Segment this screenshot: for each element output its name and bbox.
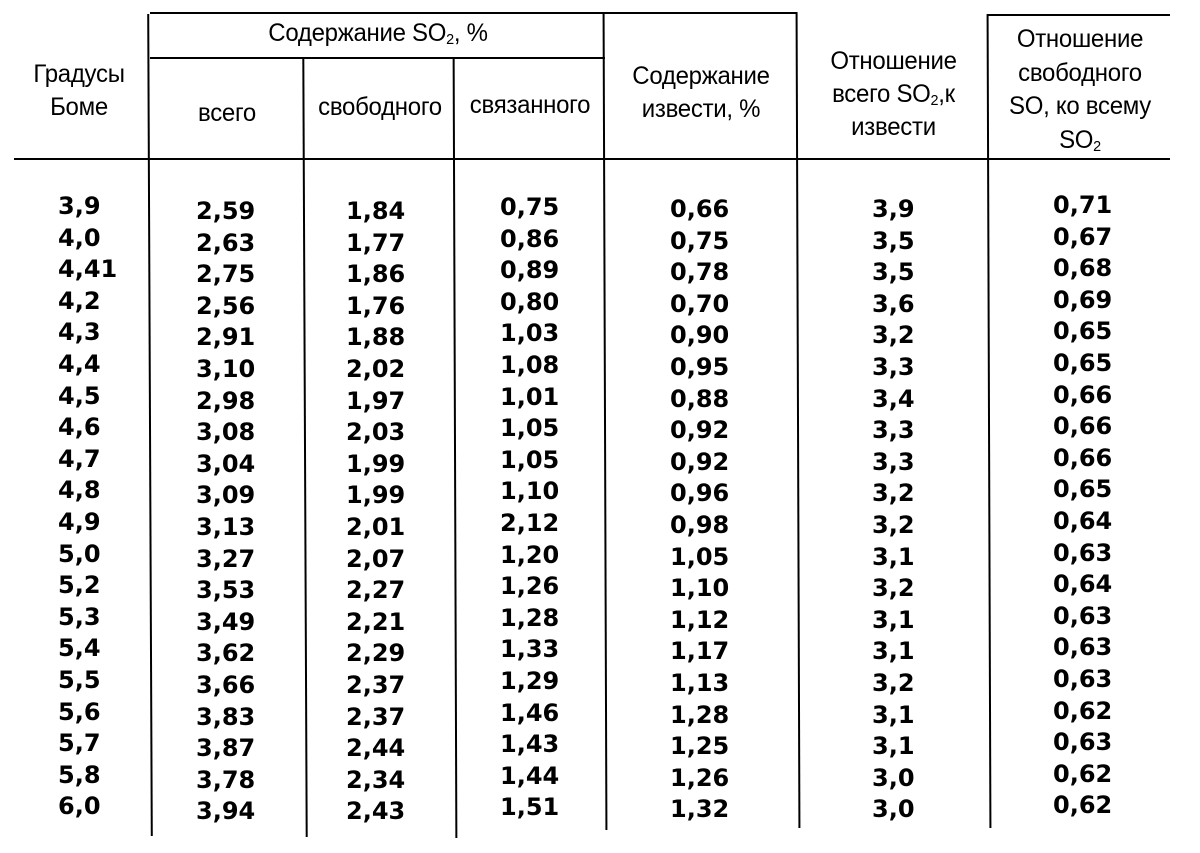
cell-bound: 1,01 <box>500 382 560 411</box>
header-ratio-free-line2: свободного <box>1018 58 1142 87</box>
cell-total: 3,09 <box>196 481 256 510</box>
cell-ratio-total: 3,2 <box>872 574 915 603</box>
col-divider-6 <box>987 14 992 828</box>
column-lime <box>670 194 729 826</box>
cell-ratio-total: 3,0 <box>872 795 915 824</box>
header-bound: связанного <box>469 91 591 119</box>
cell-ratio-total: 3,2 <box>872 479 915 508</box>
header-so2-post: , % <box>453 19 488 47</box>
header-bottom-rule <box>14 158 1170 160</box>
cell-baume: 5,4 <box>58 634 101 663</box>
cell-total: 3,94 <box>196 797 256 826</box>
cell-ratio-total: 3,5 <box>872 258 915 287</box>
cell-bound: 1,08 <box>500 350 560 379</box>
cell-total: 3,27 <box>196 544 256 573</box>
cell-ratio-free: 0,63 <box>1053 728 1113 757</box>
cell-ratio-free: 0,69 <box>1053 285 1113 314</box>
column-free <box>346 196 405 828</box>
cell-bound: 1,43 <box>500 730 560 759</box>
column-total <box>196 196 255 828</box>
col-divider-4 <box>603 12 608 830</box>
header-ratio-free-pre: SO <box>1059 125 1094 154</box>
cell-baume: 5,0 <box>58 539 101 568</box>
cell-ratio-free: 0,68 <box>1053 254 1113 283</box>
cell-baume: 4,5 <box>58 381 101 410</box>
cell-ratio-total: 3,3 <box>872 416 915 445</box>
cell-bound: 0,89 <box>500 256 560 285</box>
header-lime-line2: извести, % <box>641 95 761 123</box>
header-lime-line1: Содержание <box>632 62 770 90</box>
cell-lime: 1,26 <box>670 763 730 792</box>
cell-bound: 1,20 <box>500 540 560 569</box>
header-baume-line2: Боме <box>50 93 108 121</box>
top-rule <box>150 12 797 14</box>
cell-bound: 1,51 <box>500 793 560 822</box>
cell-lime: 1,13 <box>670 668 730 697</box>
cell-free: 2,44 <box>346 734 406 763</box>
cell-lime: 1,17 <box>670 637 730 666</box>
cell-bound: 1,33 <box>500 635 560 664</box>
cell-ratio-free: 0,62 <box>1053 791 1113 820</box>
column-bound <box>500 192 559 824</box>
cell-free: 1,97 <box>346 386 406 415</box>
cell-baume: 5,2 <box>58 571 101 600</box>
cell-total: 2,59 <box>196 197 256 225</box>
cell-total: 3,78 <box>196 765 256 794</box>
cell-bound: 1,26 <box>500 572 560 601</box>
cell-ratio-free: 0,62 <box>1053 759 1113 788</box>
cell-lime: 0,88 <box>670 384 730 413</box>
cell-ratio-free: 0,66 <box>1053 412 1113 441</box>
cell-baume: 4,2 <box>58 286 101 315</box>
cell-bound: 1,28 <box>500 603 560 632</box>
cell-lime: 0,78 <box>670 258 730 287</box>
cell-baume: 5,8 <box>58 760 101 789</box>
cell-baume: 4,3 <box>58 318 101 347</box>
header-ratio-total-post: ,к <box>938 80 955 108</box>
cell-total: 3,62 <box>196 639 256 668</box>
cell-bound: 1,05 <box>500 445 560 474</box>
cell-ratio-total: 3,1 <box>872 637 915 666</box>
header-free: свободного <box>318 93 442 121</box>
header-ratio-total-line2 <box>803 78 984 111</box>
cell-lime: 0,66 <box>670 195 730 223</box>
cell-free: 2,07 <box>346 544 406 573</box>
cell-free: 2,43 <box>346 797 406 826</box>
cell-free: 2,02 <box>346 354 406 383</box>
cell-ratio-total: 3,2 <box>872 321 915 350</box>
cell-free: 1,77 <box>346 228 406 257</box>
cell-lime: 1,12 <box>670 605 730 634</box>
cell-ratio-free: 0,64 <box>1053 506 1113 535</box>
cell-lime: 1,28 <box>670 700 730 729</box>
cell-free: 2,29 <box>346 639 406 668</box>
header-so2-sub: 2 <box>446 31 454 48</box>
cell-total: 3,04 <box>196 449 256 478</box>
cell-baume: 4,7 <box>58 444 101 473</box>
cell-free: 2,37 <box>346 670 406 699</box>
cell-ratio-total: 3,0 <box>872 763 915 792</box>
header-ratio-total <box>803 45 984 144</box>
header-total: всего <box>198 99 256 127</box>
cell-total: 3,10 <box>196 354 256 383</box>
cell-lime: 1,32 <box>670 795 730 824</box>
cell-ratio-free: 0,66 <box>1053 380 1113 409</box>
cell-free: 2,21 <box>346 607 406 636</box>
cell-baume: 4,6 <box>58 413 101 442</box>
cell-ratio-free: 0,65 <box>1053 475 1113 504</box>
cell-lime: 1,10 <box>670 574 730 603</box>
cell-free: 2,37 <box>346 702 406 731</box>
cell-total: 2,63 <box>196 228 256 257</box>
header-ratio-free-sub: 2 <box>1093 137 1101 155</box>
header-ratio-free-line1: Отношение <box>1016 25 1144 53</box>
cell-ratio-free: 0,62 <box>1053 696 1113 725</box>
header-ratio-free <box>994 23 1167 157</box>
cell-bound: 0,75 <box>500 193 560 221</box>
cell-total: 3,83 <box>196 702 256 731</box>
header-baume <box>17 58 142 124</box>
header-so2-pre: Содержание SO <box>268 19 447 47</box>
cell-bound: 1,10 <box>500 477 560 506</box>
col-divider-2 <box>302 58 307 837</box>
cell-free: 1,84 <box>346 197 406 225</box>
header-ratio-total-pre: всего SO <box>832 80 931 108</box>
cell-lime: 0,92 <box>670 416 730 445</box>
cell-ratio-total: 3,9 <box>872 195 915 223</box>
header-ratio-total-line3: извести <box>851 113 936 141</box>
col-divider-5 <box>796 12 801 828</box>
cell-ratio-total: 3,3 <box>872 352 915 381</box>
cell-total: 2,91 <box>196 323 256 352</box>
header-so2-group <box>161 17 595 50</box>
cell-total: 2,56 <box>196 291 256 320</box>
header-ratio-total-sub: 2 <box>930 92 939 109</box>
cell-baume: 5,3 <box>58 602 101 631</box>
cell-ratio-total: 3,3 <box>872 447 915 476</box>
cell-free: 2,27 <box>346 576 406 605</box>
cell-ratio-free: 0,63 <box>1053 633 1113 662</box>
cell-lime: 1,25 <box>670 732 730 761</box>
cell-lime: 0,95 <box>670 352 730 381</box>
cell-total: 2,98 <box>196 386 256 415</box>
cell-ratio-total: 3,1 <box>872 700 915 729</box>
cell-bound: 1,46 <box>500 698 560 727</box>
so2-group-rule <box>150 57 605 59</box>
cell-free: 1,88 <box>346 323 406 352</box>
cell-total: 3,66 <box>196 670 256 699</box>
header-baume-line1: Градусы <box>33 60 125 88</box>
cell-bound: 1,44 <box>500 761 560 790</box>
cell-ratio-free: 0,67 <box>1053 222 1113 251</box>
cell-baume: 4,41 <box>58 255 118 284</box>
cell-baume: 3,9 <box>58 192 101 220</box>
header-lime <box>610 60 792 126</box>
cell-total: 3,87 <box>196 734 256 763</box>
cell-baume: 5,7 <box>58 729 101 758</box>
cell-lime: 0,98 <box>670 510 730 539</box>
cell-lime: 0,96 <box>670 479 730 508</box>
cell-free: 1,99 <box>346 449 406 478</box>
cell-ratio-free: 0,66 <box>1053 443 1113 472</box>
cell-lime: 1,05 <box>670 542 730 571</box>
cell-baume: 4,8 <box>58 476 101 505</box>
cell-bound: 2,12 <box>500 508 560 537</box>
cell-free: 1,86 <box>346 260 406 289</box>
cell-lime: 0,70 <box>670 289 730 318</box>
top-rule-right <box>988 14 1170 16</box>
cell-ratio-free: 0,64 <box>1053 570 1113 599</box>
cell-baume: 4,4 <box>58 349 101 378</box>
cell-baume: 4,0 <box>58 223 101 252</box>
cell-lime: 0,90 <box>670 321 730 350</box>
column-baume <box>58 191 117 823</box>
cell-baume: 4,9 <box>58 507 101 536</box>
cell-total: 2,75 <box>196 260 256 289</box>
cell-free: 2,03 <box>346 418 406 447</box>
cell-ratio-total: 3,2 <box>872 668 915 697</box>
cell-lime: 0,92 <box>670 447 730 476</box>
cell-ratio-total: 3,1 <box>872 605 915 634</box>
cell-ratio-free: 0,63 <box>1053 601 1113 630</box>
cell-ratio-total: 3,4 <box>872 384 915 413</box>
cell-ratio-free: 0,65 <box>1053 317 1113 346</box>
col-divider-3 <box>453 58 458 838</box>
cell-ratio-total: 3,6 <box>872 289 915 318</box>
cell-free: 1,99 <box>346 481 406 510</box>
col-divider-1 <box>147 14 153 836</box>
cell-free: 2,34 <box>346 765 406 794</box>
cell-bound: 0,80 <box>500 287 560 316</box>
cell-bound: 0,86 <box>500 224 560 253</box>
cell-free: 2,01 <box>346 512 406 541</box>
column-ratio-free <box>1053 190 1112 822</box>
cell-total: 3,08 <box>196 418 256 447</box>
cell-baume: 5,6 <box>58 697 101 726</box>
header-ratio-free-line4 <box>994 124 1167 158</box>
cell-bound: 1,29 <box>500 666 560 695</box>
cell-ratio-free: 0,71 <box>1053 191 1113 219</box>
cell-total: 3,53 <box>196 576 256 605</box>
cell-free: 1,76 <box>346 291 406 320</box>
cell-lime: 0,75 <box>670 226 730 255</box>
cell-ratio-total: 3,2 <box>872 510 915 539</box>
cell-total: 3,13 <box>196 512 256 541</box>
cell-baume: 5,5 <box>58 665 101 694</box>
cell-ratio-free: 0,65 <box>1053 348 1113 377</box>
cell-total: 3,49 <box>196 607 256 636</box>
cell-ratio-free: 0,63 <box>1053 538 1113 567</box>
cell-ratio-total: 3,1 <box>872 542 915 571</box>
cell-ratio-total: 3,1 <box>872 732 915 761</box>
cell-baume: 6,0 <box>58 792 101 821</box>
header-ratio-free-line3: SO, ко всему <box>1009 92 1151 120</box>
cell-bound: 1,05 <box>500 414 560 443</box>
header-ratio-total-line1: Отношение <box>830 47 957 75</box>
cell-ratio-total: 3,5 <box>872 226 915 255</box>
cell-bound: 1,03 <box>500 319 560 348</box>
cell-ratio-free: 0,63 <box>1053 664 1113 693</box>
column-ratio-total <box>872 194 915 826</box>
